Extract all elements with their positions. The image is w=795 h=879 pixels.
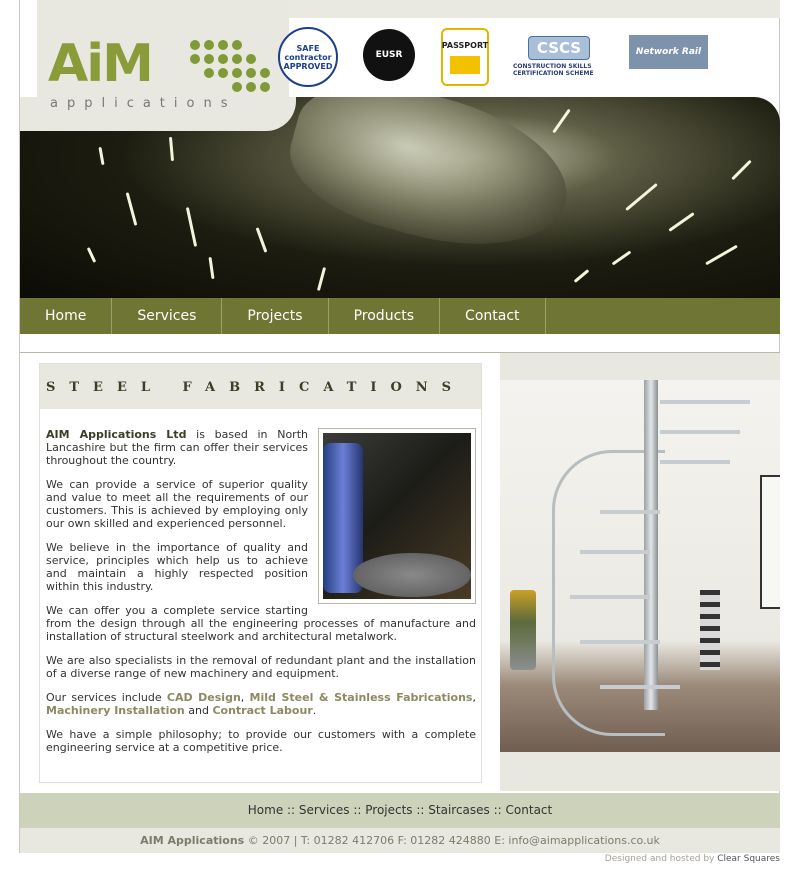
paragraph-services: Our services include CAD Design, Mild Steel & Stainless Fabrications, Machinery Installation and Contract Labour. (46, 691, 476, 717)
page-title: STEEL FABRICATIONS (46, 380, 466, 395)
showroom-photo (318, 428, 476, 604)
paragraph-philosophy: We have a simple philosophy; to provide our customers with a complete engineering service at a competitive price. (46, 728, 476, 754)
nav-home[interactable]: Home (20, 298, 112, 334)
logo-subtitle: applications (50, 96, 237, 111)
nav-projects[interactable]: Projects (222, 298, 328, 334)
content-panel (39, 363, 482, 783)
footer-info (20, 828, 780, 853)
logo[interactable]: AiM (48, 34, 152, 94)
paragraph-principles: We believe in the importance of quality and service, principles which help us to achieve and maintain a highly respected position within this industry. (46, 541, 308, 593)
paragraph-intro: AIM Applications Ltd is based in North Lancashire but the firm can offer their services throughout the country. (46, 428, 308, 467)
link-fabrications[interactable]: Mild Steel & Stainless Fabrications (249, 691, 473, 704)
paragraph-complete-service: We can offer you a complete service starting from the design through all the engineering processes of manufacture and installation of structural steelwork and architectural metalwork. (46, 604, 476, 643)
credit-link[interactable]: Clear Squares (717, 854, 780, 864)
footer-company: AIM Applications (140, 834, 245, 847)
designer-credit: Designed and hosted by Clear Squares (604, 854, 780, 864)
nav-products[interactable]: Products (329, 298, 440, 334)
staircase-photo (500, 380, 780, 752)
eusr-badge[interactable]: EUSR (363, 29, 415, 81)
network-rail-badge[interactable]: Network Rail (629, 35, 708, 69)
footer-nav: Home :: Services :: Projects :: Staircases :: Contact (20, 793, 780, 828)
footer-link-home[interactable]: Home (247, 803, 284, 817)
paragraph-specialists: We are also specialists in the removal of redundant plant and the installation of a diverse range of new machinery and equipment. (46, 654, 476, 680)
accreditation-badges (275, 18, 780, 98)
footer-contact-details: © 2007 | T: 01282 412706 F: 01282 424880 E: info@aimapplications.co.uk (244, 834, 660, 847)
passport-badge[interactable]: PASSPORT (441, 28, 489, 86)
link-contract-labour[interactable]: Contract Labour (212, 704, 313, 717)
cscs-badge[interactable]: CSCS CONSTRUCTION SKILLS CERTIFICATION SCHEME (513, 32, 605, 80)
footer-link-projects[interactable]: Projects (365, 803, 413, 817)
nav-contact[interactable]: Contact (440, 298, 545, 334)
footer-link-services[interactable]: Services (298, 803, 350, 817)
nav-services[interactable]: Services (112, 298, 222, 334)
main-nav (20, 298, 780, 334)
link-machinery-installation[interactable]: Machinery Installation (46, 704, 185, 717)
link-cad-design[interactable]: CAD Design (166, 691, 241, 704)
footer-link-staircases[interactable]: Staircases (428, 803, 490, 817)
safecontractor-badge[interactable]: SAFE contractor APPROVED (278, 27, 338, 87)
content-text (46, 428, 476, 765)
footer-link-contact[interactable]: Contact (505, 803, 553, 817)
paragraph-quality: We can provide a service of superior quality and value to meet all the requirements of our customers. This is achieved by employing only our own skilled and experienced personnel. (46, 478, 308, 530)
content-header (40, 364, 481, 409)
